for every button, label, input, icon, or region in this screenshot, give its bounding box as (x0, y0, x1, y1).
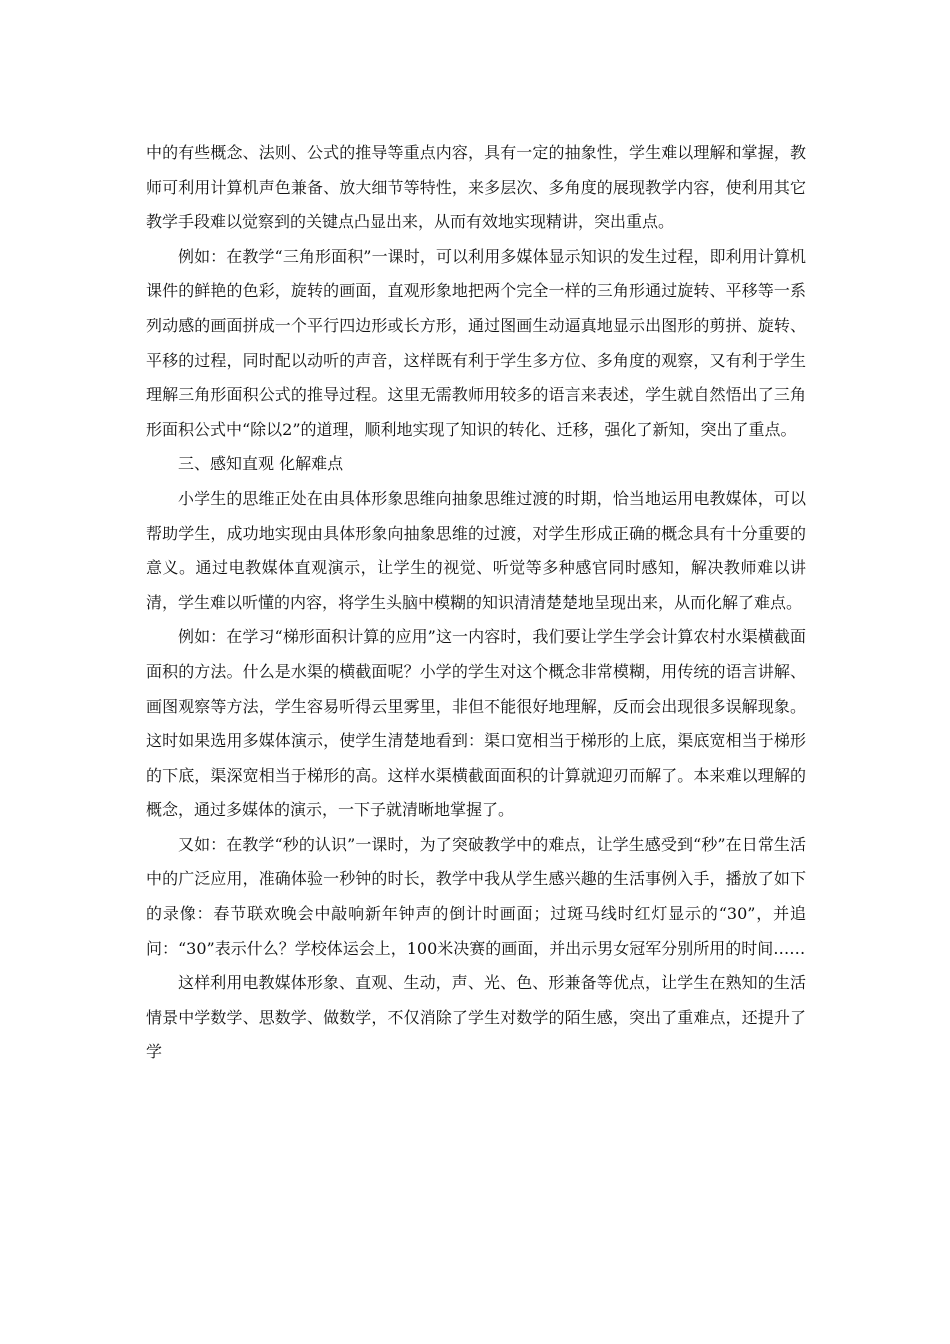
paragraph-example-trapezoid: 例如：在学习“梯形面积计算的应用”这一内容时，我们要让学生学会计算农村水渠横截面面积的方法。什么是水渠的横截面呢？小学的学生对这个概念非常模糊，用传统的语言讲解、画图观察等方法，学生容易听得云里雾里，非但不能很好地理解，反而会出现很多误解现象。这时如果选用多媒体演示，使学生清楚地看到：渠口宽相当于梯形的上底，渠底宽相当于梯形的下底，渠深宽相当于梯形的高。这样水渠横截面面积的计算就迎刃而解了。本来难以理解的概念，通过多媒体的演示，一下子就清晰地掌握了。 (146, 627, 806, 820)
paragraph-continuation: 中的有些概念、法则、公式的推导等重点内容，具有一定的抽象性，学生难以理解和掌握，教师可利用计算机声色兼备、放大细节等特性，来多层次、多角度的展现教学内容，使利用其它教学手段难以觉察到的关键点凸显出来，从而有效地实现精讲，突出重点。 (146, 143, 806, 232)
paragraph-summary: 这样利用电教媒体形象、直观、生动，声、光、色、形兼备等优点，让学生在熟知的生活情景中学数学、思数学、做数学，不仅消除了学生对数学的陌生感，突出了重难点，还提升了学 (146, 973, 806, 1062)
section-heading: 三、感知直观 化解难点 (178, 454, 344, 474)
body-text (146, 136, 806, 1070)
paragraph-example-seconds: 又如：在教学“秒的认识”一课时，为了突破教学中的难点，让学生感受到“秒”在日常生活中的广泛应用，准确体验一秒钟的时长，教学中我从学生感兴趣的生活事例入手，播放了如下的录像：春节联欢晚会中敲响新年钟声的倒计时画面；过斑马线时红灯显示的“30”，并追问：“30”表示什么？学校体运会上，100米决赛的画面，并出示男女冠军分别所用的时间…… (146, 834, 806, 958)
paragraph-example-triangle: 例如：在教学“三角形面积”一课时，可以利用多媒体显示知识的发生过程，即利用计算机课件的鲜艳的色彩，旋转的画面，直观形象地把两个完全一样的三角形通过旋转、平移等一系列动感的画面拼成一个平行四边形或长方形，通过图画生动逼真地显示出图形的剪拼、旋转、平移的过程，同时配以动听的声音，这样既有利于学生多方位、多角度的观察，又有利于学生理解三角形面积公式的推导过程。这里无需教师用较多的语言来表述，学生就自然悟出了三角形面积公式中“除以2”的道理，顺利地实现了知识的转化、迁移，强化了新知，突出了重点。 (146, 246, 806, 439)
paragraph-intro: 小学生的思维正处在由具体形象思维向抽象思维过渡的时期，恰当地运用电教媒体，可以帮助学生，成功地实现由具体形象向抽象思维的过渡，对学生形成正确的概念具有十分重要的意义。通过电教媒体直观演示，让学生的视觉、听觉等多种感官同时感知，解决教师难以讲清，学生难以听懂的内容，将学生头脑中模糊的知识清清楚楚地呈现出来，从而化解了难点。 (146, 488, 806, 612)
